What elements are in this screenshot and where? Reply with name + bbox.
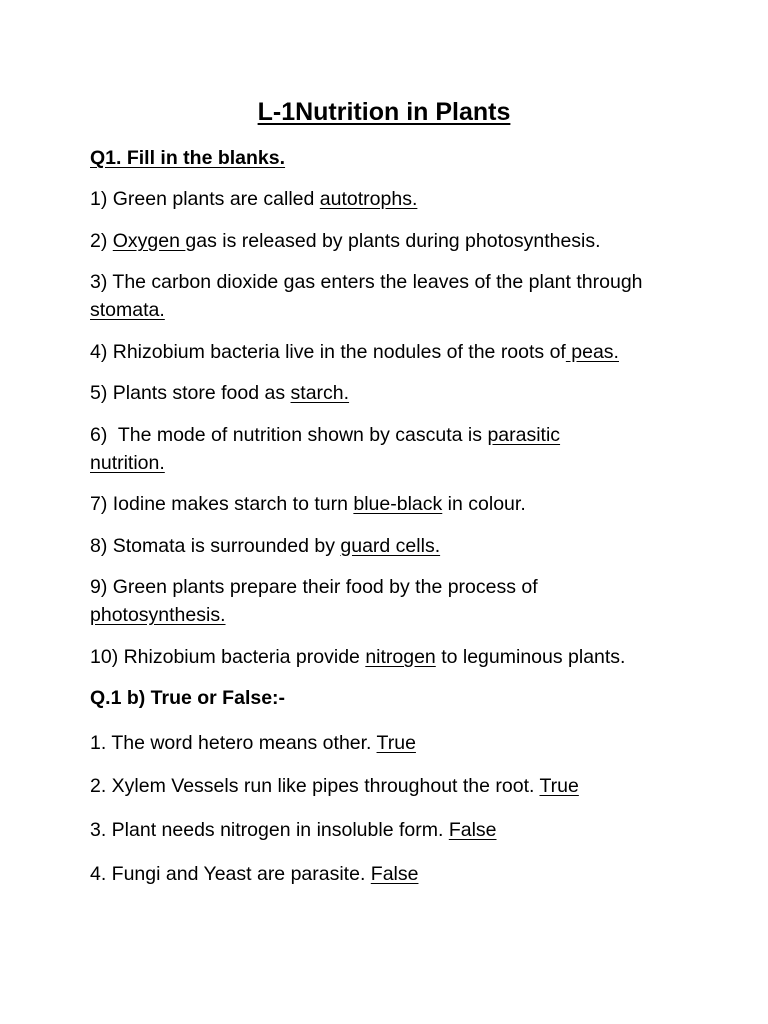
item-answer: photosynthesis. bbox=[90, 604, 226, 626]
true-false-item-1 bbox=[90, 729, 690, 757]
q1b-heading: Q.1 b) True or False:- bbox=[90, 687, 286, 709]
fill-blank-item-7 bbox=[90, 490, 690, 518]
item-answer: True bbox=[539, 775, 579, 797]
true-false-item-4 bbox=[90, 860, 690, 888]
true-false-item-2 bbox=[90, 772, 690, 800]
item-text: 5) Plants store food as bbox=[90, 382, 291, 404]
item-text-after: gas is released by plants during photosynthesis. bbox=[185, 230, 601, 252]
item-answer: Oxygen bbox=[112, 230, 186, 252]
fill-blank-item-8 bbox=[90, 532, 690, 560]
item-answer: False bbox=[448, 819, 497, 841]
item-text: 4. Fungi and Yeast are parasite. bbox=[90, 863, 371, 885]
item-answer: True bbox=[376, 732, 416, 754]
item-text: 6) The mode of nutrition shown by cascuta is bbox=[90, 424, 488, 446]
q1-heading: Q1. Fill in the blanks. bbox=[90, 147, 286, 169]
true-false-item-3 bbox=[90, 816, 690, 844]
item-text-after: to leguminous plants. bbox=[435, 646, 626, 668]
item-answer: nitrogen bbox=[365, 646, 436, 668]
item-text-after: in colour. bbox=[442, 493, 526, 515]
fill-blank-item-9-continued bbox=[90, 601, 690, 629]
fill-blank-item-6-continued bbox=[90, 449, 690, 477]
item-text: 1. The word hetero means other. bbox=[90, 732, 377, 754]
fill-blank-item-10 bbox=[90, 643, 690, 671]
item-answer: stomata. bbox=[90, 299, 165, 321]
item-text: 10) Rhizobium bacteria provide bbox=[90, 646, 366, 668]
item-answer: autotrophs. bbox=[319, 188, 418, 210]
item-text: 8) Stomata is surrounded by bbox=[90, 535, 341, 557]
item-answer: parasitic bbox=[487, 424, 561, 446]
fill-blank-item-4 bbox=[90, 338, 690, 366]
item-answer: peas. bbox=[565, 341, 619, 363]
item-answer: blue-black bbox=[353, 493, 443, 515]
page-title: L-1Nutrition in Plants bbox=[257, 98, 511, 126]
fill-blank-item-9 bbox=[90, 573, 690, 601]
item-text: 9) Green plants prepare their food by the process of bbox=[90, 576, 538, 598]
item-answer: guard cells. bbox=[340, 535, 441, 557]
item-text: 2) bbox=[90, 230, 113, 252]
fill-blank-item-5 bbox=[90, 379, 690, 407]
item-answer: starch. bbox=[290, 382, 350, 404]
fill-blank-item-6 bbox=[90, 421, 690, 449]
item-text: 1) Green plants are called bbox=[90, 188, 320, 210]
item-text: 3. Plant needs nitrogen in insoluble form. bbox=[90, 819, 449, 841]
fill-blank-item-3-continued bbox=[90, 296, 690, 324]
fill-blank-item-2 bbox=[90, 227, 690, 255]
fill-blank-item-3 bbox=[90, 268, 690, 296]
item-text: 7) Iodine makes starch to turn bbox=[90, 493, 354, 515]
item-answer: False bbox=[370, 863, 419, 885]
item-text: 4) Rhizobium bacteria live in the nodules of the roots of bbox=[90, 341, 566, 363]
item-text: 3) The carbon dioxide gas enters the leaves of the plant through bbox=[90, 271, 643, 293]
item-answer-continued: nutrition. bbox=[90, 452, 165, 474]
fill-blank-item-1 bbox=[90, 185, 690, 213]
item-text: 2. Xylem Vessels run like pipes throughout the root. bbox=[90, 775, 540, 797]
